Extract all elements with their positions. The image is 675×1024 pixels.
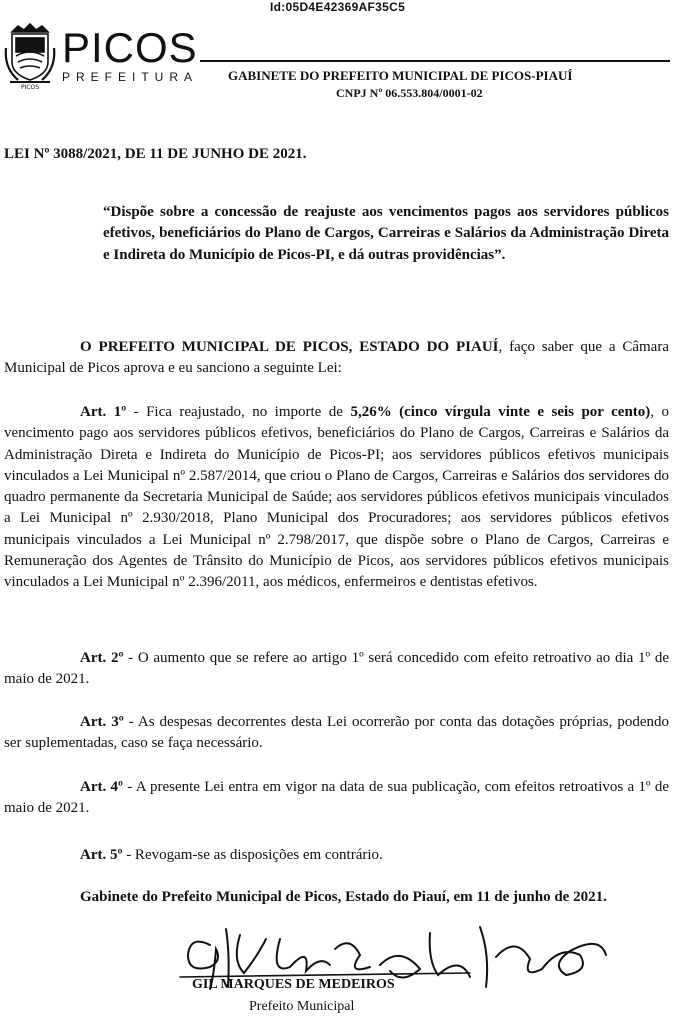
signatory-name: GIL MARQUES DE MEDEIROS	[192, 977, 395, 992]
article-3	[4, 712, 669, 755]
brand-name: PICOS	[62, 24, 198, 71]
article-1	[4, 402, 669, 594]
law-title: LEI Nº 3088/2021, DE 11 DE JUNHO DE 2021.	[4, 146, 307, 162]
article-2	[4, 648, 669, 691]
closing-line: Gabinete do Prefeito Municipal de Picos, Estado do Piauí, em 11 de junho de 2021.	[80, 889, 607, 905]
article-1-percentage: 5,26% (cinco vírgula vinte e seis por cento)	[350, 404, 651, 420]
header-divider	[200, 60, 670, 62]
cnpj-line: CNPJ Nº 06.553.804/0001-02	[336, 86, 483, 100]
article-1-text-end: , o vencimento pago aos servidores públicos efetivos, beneficiários do Plano de Cargos, Carreiras e Salários da Administração Direta e Indireta do Município de Picos-PI; aos servidores públicos efetivos municipais vinculados a Lei Municipal nº 2.587/2014, que criou o Plano de Cargos, Carreiras e Salários dos servidores do quadro permanente da Secretaria Municipal de Saúde; aos servidores públicos efetivos municipais vinculados a Lei Municipal nº 2.930/2018, Plano Municipal dos Procuradores; aos servidores públicos efetivos municipais vinculados a Lei Municipal nº 2.798/2017, que dispõe sobre o Plano de Cargos, Carreiras e Remuneração dos Agentes de Trânsito do Município de Picos, aos servidores públicos efetivos municipais vinculados a Lei Municipal nº 2.396/2011, aos médicos, enfermeiros e dentistas efetivos.	[4, 404, 670, 591]
office-title: GABINETE DO PREFEITO MUNICIPAL DE PICOS-PIAUÍ	[228, 68, 573, 83]
article-2-text: - O aumento que se refere ao artigo 1º será concedido com efeito retroativo ao dia 1º de maio de 2021.	[4, 650, 669, 688]
enactment-text: , faço saber que a Câmara Municipal de Picos aprova e eu sanciono a seguinte Lei:	[4, 339, 669, 377]
article-4	[4, 777, 669, 820]
article-2-label: Art. 2º	[80, 650, 124, 666]
article-3-text: - As despesas decorrentes desta Lei ocorrerão por conta das dotações próprias, podendo ser suplementadas, caso se faça necessário.	[4, 714, 670, 752]
law-summary: “Dispõe sobre a concessão de reajuste aos vencimentos pagos aos servidores públicos efetivos, beneficiários do Plano de Cargos, Carreiras e Salários da Administração Direta e Indireta do Município de Picos-PI, e dá outras providências”.	[103, 204, 669, 263]
enactment-paragraph	[4, 337, 669, 380]
article-5-text: - Revogam-se as disposições em contrário.	[122, 847, 383, 863]
article-5-label: Art. 5º	[80, 847, 123, 863]
article-1-label: Art. 1º	[80, 404, 127, 420]
article-4-text: - A presente Lei entra em vigor na data de sua publicação, com efeitos retroativos a 1º de maio de 2021.	[4, 779, 670, 817]
svg-text:PICOS: PICOS	[20, 84, 40, 91]
article-1-text-start: - Fica reajustado, no importe de	[126, 404, 351, 420]
article-5	[4, 845, 669, 866]
brand-subtitle: PREFEITURA	[62, 70, 199, 84]
signatory-role: Prefeito Municipal	[249, 999, 355, 1014]
article-3-label: Art. 3º	[80, 714, 124, 730]
brand-block	[62, 24, 199, 84]
article-4-label: Art. 4º	[80, 779, 123, 795]
municipal-crest-logo	[4, 18, 56, 92]
enactment-authority: O PREFEITO MUNICIPAL DE PICOS, ESTADO DO PIAUÍ	[80, 339, 499, 355]
document-id: Id:05D4E42369AF35C5	[269, 0, 406, 14]
